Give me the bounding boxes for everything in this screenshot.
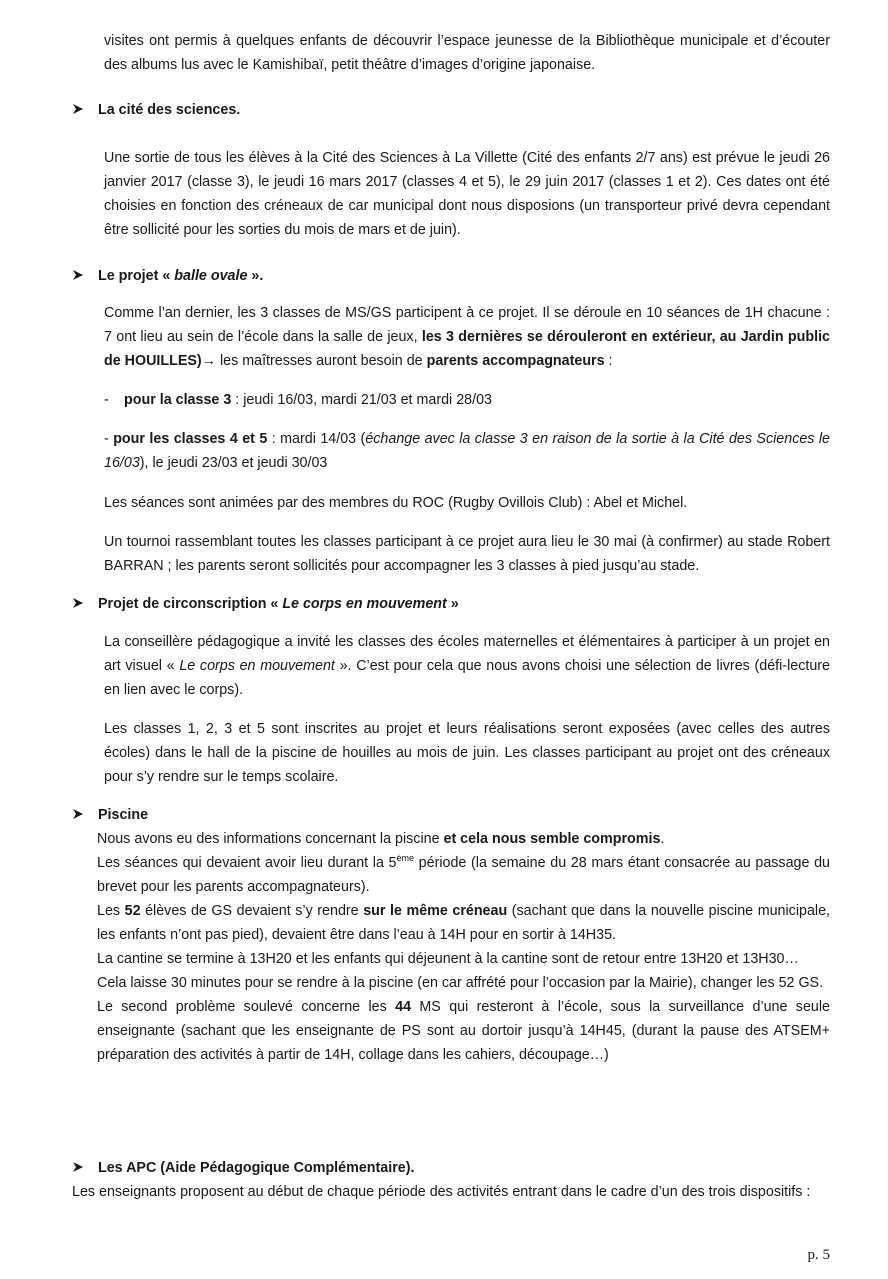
piscine-line-6: Le second problème soulevé concerne les 44 MS qui resteront à l’école, sous la surveillance d’une seule enseignante (sachant que les enseignante de PS sont au dortoir jusqu’à 14H45, (durant la pause des ATSEM+ préparation des activités à partir de 14H, collage dans les cahiers, découpage…) [97, 999, 830, 1063]
balle-paragraph-3: Un tournoi rassemblant toutes les classes participant à ce projet aura lieu le 30 mai (à confirmer) au stade Robert BARRAN ; les parents seront sollicités pour accompagner les 3 classes à pied jusqu’au stade. [104, 534, 830, 574]
arrow-bullet-icon [72, 803, 98, 827]
intro-paragraph: visites ont permis à quelques enfants de découvrir l’espace jeunesse de la Bibliothèque municipale et d’écouter des albums lus avec le Kamishibaï, petit théâtre d’images d’origine japonaise. [104, 33, 830, 73]
piscine-line-4: La cantine se termine à 13H20 et les enfants qui déjeunent à la cantine sont de retour entre 13H20 et 13H30… [97, 951, 799, 967]
balle-paragraph-1: Comme l’an dernier, les 3 classes de MS/GS participent à ce projet. Il se déroule en 10 séances de 1H chacune : 7 ont lieu au sein de l’école dans la salle de jeux, les 3 dernières se dérouleront en extérieur, au Jardin public de HOUILLES)→ les maîtresses auront besoin de parents accompagnateurs : [104, 305, 830, 369]
arrow-bullet-icon [72, 264, 98, 288]
piscine-line-5: Cela laisse 30 minutes pour se rendre à la piscine (en car affrété pour l’occasion par la Mairie), changer les 52 GS. [97, 975, 824, 991]
piscine-block [97, 827, 830, 1067]
balle-paragraph-2: Les séances sont animées par des membres du ROC (Rugby Ovillois Club) : Abel et Michel. [104, 495, 688, 511]
arrow-bullet-icon [72, 98, 98, 122]
circ-paragraph-2: Les classes 1, 2, 3 et 5 sont inscrites au projet et leurs réalisations seront exposées (avec celles des autres écoles) dans le hall de la piscine de houilles au mois de juin. Les classes participant au projet ont des créneaux pour s’y rendre sur le temps scolaire. [104, 721, 830, 785]
piscine-line-2: Les séances qui devaient avoir lieu durant la 5ème période (la semaine du 28 mars étant consacrée au passage du brevet pour les parents accompagnateurs). [97, 853, 830, 895]
circ-paragraph-1: La conseillère pédagogique a invité les classes des écoles maternelles et élémentaires à participer à un projet en art visuel « Le corps en mouvement ». C’est pour cela que nous avons choisi une sélection de livres (défi-lecture en lien avec le corps). [104, 634, 830, 698]
balle-item-classes-4-5: - pour les classes 4 et 5 : mardi 14/03 (échange avec la classe 3 en raison de la sortie à la Cité des Sciences le 16/03), le jeudi 23/03 et jeudi 30/03 [104, 431, 830, 471]
heading-projet-circonscription: Projet de circonscription « Le corps en mouvement » [72, 592, 459, 616]
arrow-bullet-icon [72, 1156, 98, 1180]
heading-piscine: Piscine [72, 803, 148, 827]
heading-balle-ovale: Le projet « balle ovale ». [72, 264, 263, 288]
arrow-bullet-icon [72, 592, 98, 616]
piscine-line-1: Nous avons eu des informations concernant la piscine et cela nous semble compromis. [97, 831, 665, 847]
apc-paragraph: Les enseignants proposent au début de chaque période des activités entrant dans le cadre d’un des trois dispositifs : [72, 1184, 811, 1200]
cite-paragraph: Une sortie de tous les élèves à la Cité des Sciences à La Villette (Cité des enfants 2/7 ans) est prévue le jeudi 26 janvier 2017 (classe 3), le jeudi 16 mars 2017 (classes 4 et 5), le 29 juin 2017 (classes 1 et 2). Ces dates ont été choisies en fonction des créneaux de car municipal dont nous disposions (un transporteur privé devra cependant être sollicité pour les sorties du mois de mars et de juin). [104, 150, 830, 238]
page-number: p. 5 [807, 1247, 830, 1263]
piscine-line-3: Les 52 élèves de GS devaient s’y rendre sur le même créneau (sachant que dans la nouvelle piscine municipale, les enfants n’ont pas pied), devaient être dans l’eau à 14H pour en sortir à 14H35. [97, 903, 831, 943]
heading-apc: Les APC (Aide Pédagogique Complémentaire). [72, 1156, 414, 1180]
heading-cite-des-sciences: La cité des sciences. [72, 98, 240, 122]
balle-item-classe-3: - pour la classe 3 : jeudi 16/03, mardi 21/03 et mardi 28/03 [104, 392, 492, 408]
